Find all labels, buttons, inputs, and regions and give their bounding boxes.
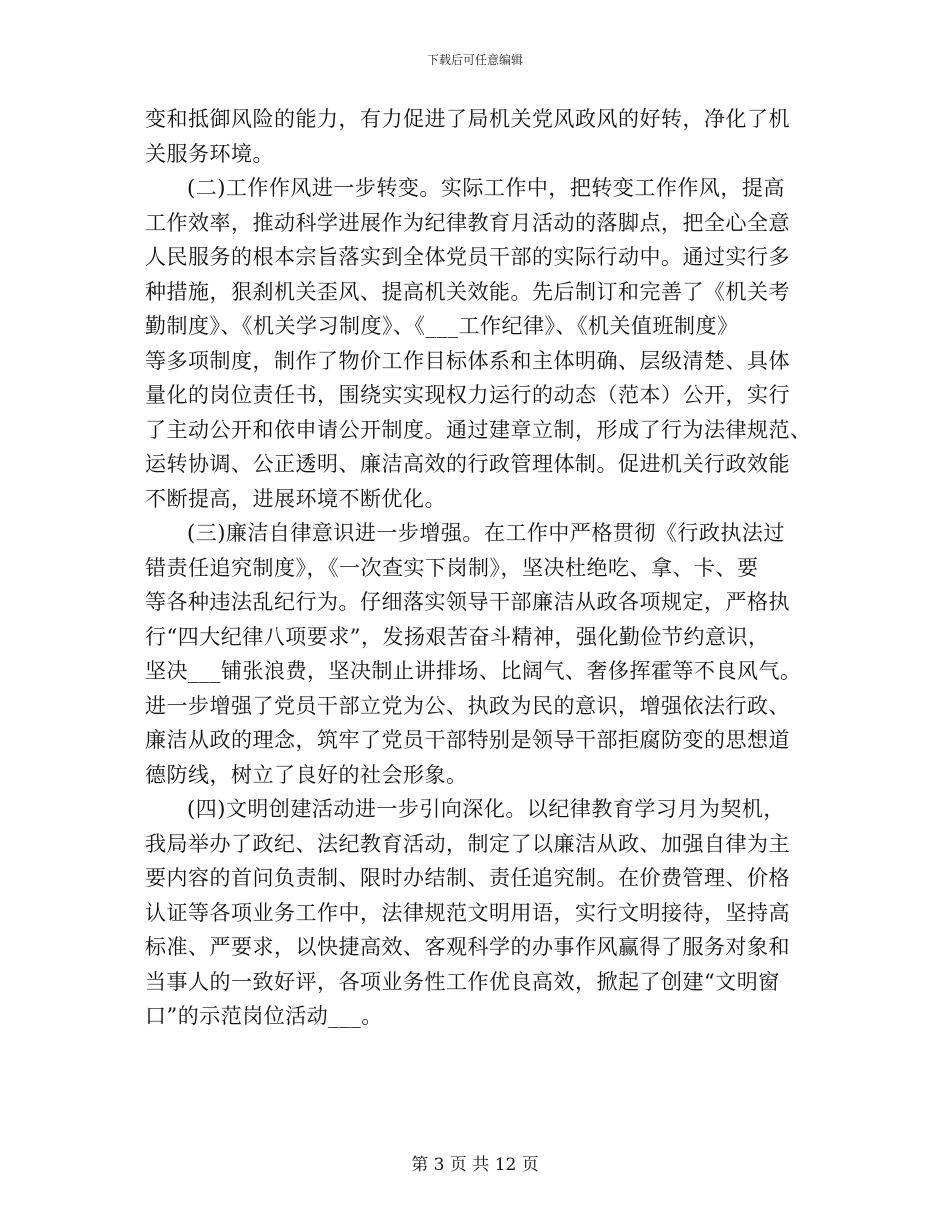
- text-line: 德防线，树立了良好的社会形象。: [145, 762, 468, 787]
- page-header-note: 下载后可任意编辑: [426, 53, 523, 67]
- text-line: 认证等各项业务工作中，法律规范文明用语，实行文明接待，坚持高: [145, 900, 790, 925]
- text-line: (四)文明创建活动进一步引向深化。以纪律教育学习月为契机，: [187, 797, 785, 821]
- document-body: [145, 102, 812, 1034]
- text-line: 行“四大纪律八项要求”，发扬艰苦奋斗精神，强化勤俭节约意识，: [145, 624, 770, 649]
- text-line: 运转协调、公正透明、廉洁高效的行政管理体制。促进机关行政效能: [145, 452, 790, 476]
- text-line: 我局举办了政纪、法纪教育活动，制定了以廉洁从政、加强自律为主: [145, 831, 790, 856]
- text-line: 勤制度》、《机关学习制度》、《___工作纪律》、《机关值班制度》: [145, 314, 739, 338]
- paragraph: [145, 171, 812, 516]
- page-number: 第 3 页 共 12 页: [411, 1155, 539, 1175]
- text-line: 关服务环境。: [145, 141, 274, 166]
- text-line: 等多项制度，制作了物价工作目标体系和主体明确、层级清楚、具体: [145, 348, 790, 373]
- text-line: (三)廉洁自律意识进一步增强。在工作中严格贯彻《行政执法过: [187, 521, 785, 545]
- text-line: 种措施，狠刹机关歪风、提高机关效能。先后制订和完善了《机关考: [145, 279, 790, 304]
- text-line: 人民服务的根本宗旨落实到全体党员干部的实际行动中。通过实行多: [145, 245, 790, 269]
- text-line: 标准、严要求，以快捷高效、客观科学的办事作风赢得了服务对象和: [145, 935, 790, 959]
- paragraph: [145, 516, 805, 792]
- text-line: 廉洁从政的理念，筑牢了党员干部特别是领导干部拒腐防变的思想道: [145, 728, 790, 752]
- paragraph: [145, 792, 805, 1034]
- text-line: 量化的岗位责任书，围绕实实现权力运行的动态（范本）公开，实行: [145, 383, 790, 407]
- text-line: 坚决___铺张浪费，坚决制止讲排场、比阔气、奢侈挥霍等不良风气。: [145, 659, 802, 683]
- text-line: 变和抵御风险的能力，有力促进了局机关党风政风的好转，净化了机: [145, 107, 790, 131]
- text-line: 口”的示范岗位活动___。: [145, 1004, 383, 1028]
- text-line: 当事人的一致好评，各项业务性工作优良高效，掀起了创建“文明窗: [145, 969, 780, 994]
- text-line: 等各种违法乱纪行为。仔细落实领导干部廉洁从政各项规定，严格执: [145, 590, 790, 614]
- text-line: 进一步增强了党员干部立党为公、执政为民的意识，增强依法行政、: [145, 693, 790, 718]
- paragraph: [145, 102, 805, 171]
- text-line: 错责任追究制度》，《一次查实下岗制》，坚决杜绝吃、拿、卡、要: [145, 555, 759, 580]
- text-line: 不断提高，进展环境不断优化。: [145, 486, 446, 511]
- text-line: 工作效率，推动科学进展作为纪律教育月活动的落脚点，把全心全意: [145, 210, 790, 235]
- text-line: 要内容的首问负责制、限时办结制、责任追究制。在价费管理、价格: [145, 866, 790, 890]
- text-line: (二)工作作风进一步转变。实际工作中，把转变工作作风，提高: [187, 176, 785, 200]
- text-line: 了主动公开和依申请公开制度。通过建章立制，形成了行为法律规范、: [145, 417, 812, 442]
